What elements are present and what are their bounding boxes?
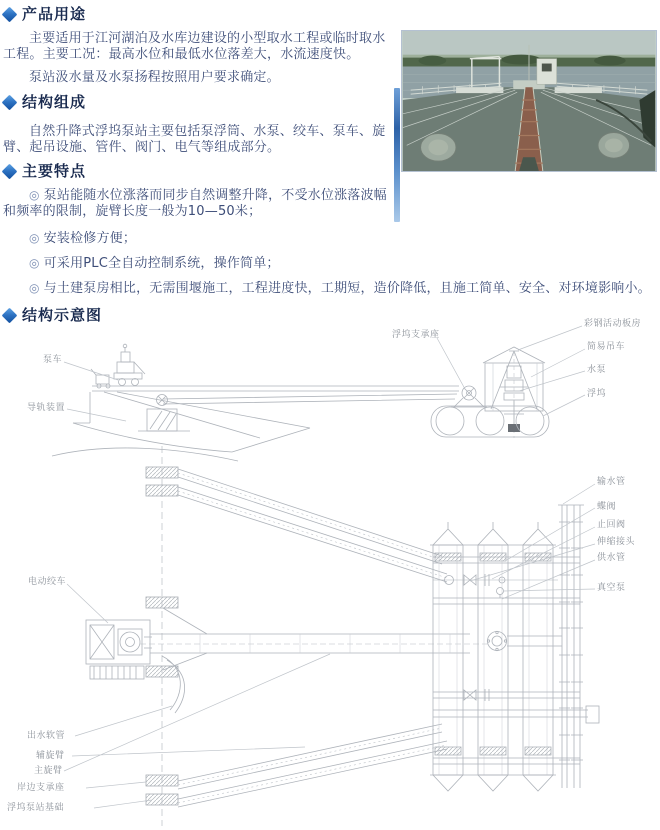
label-vacuum-pump: 真空泵 <box>597 583 626 593</box>
label-station-foundation: 浮坞泵站基础 <box>7 803 65 813</box>
product-photo <box>401 30 657 172</box>
diamond-bullet-icon <box>2 94 18 110</box>
label-electric-winch: 电动绞车 <box>28 577 67 587</box>
ring-bullet-icon: ◎ <box>29 281 40 295</box>
section-heading-usage <box>4 5 86 23</box>
section-title-features: 主要特点 <box>22 162 87 180</box>
feature-text: 可采用PLC全自动控制系统，操作简单； <box>43 256 280 271</box>
side-view-drawing <box>73 344 549 452</box>
ring-bullet-icon: ◎ <box>29 188 40 202</box>
ring-bullet-icon: ◎ <box>29 231 40 245</box>
label-outlet-hose: 出水软管 <box>27 731 66 741</box>
label-dock-support-seat: 浮坞支承座 <box>392 330 440 340</box>
section-title-usage: 产品用途 <box>22 5 87 23</box>
diamond-bullet-icon <box>2 307 18 323</box>
feature-item <box>3 188 397 219</box>
structure-paragraph: 自然升降式浮坞泵站主要包括泵浮筒、水泵、绞车、泵车、旋臂、起吊设施、管件、阀门、电气等组成部分。 <box>3 124 386 155</box>
label-supply-pipe: 供水管 <box>597 553 626 563</box>
feature-item <box>3 256 397 272</box>
label-guide-rail-device: 导轨装置 <box>27 403 66 413</box>
photo-scene <box>402 31 656 171</box>
feature-item <box>3 281 658 297</box>
diamond-bullet-icon <box>2 6 18 22</box>
label-floating-dock: 浮坞 <box>587 389 607 399</box>
feature-text: 安装检修方便； <box>43 231 137 246</box>
label-steel-panel-house: 彩钢活动板房 <box>584 319 642 329</box>
usage-paragraph-2: 泵站汲水量及水泵扬程按照用户要求确定。 <box>29 70 280 85</box>
label-aux-arm: 辅旋臂 <box>36 751 65 761</box>
diamond-bullet-icon <box>2 163 18 179</box>
label-simple-crane: 简易吊车 <box>587 342 626 352</box>
feature-text: 与土建泵房相比，无需围堰施工，工程进度快，工期短，造价降低，且施工简单、安全、对环境影响小。 <box>43 281 651 296</box>
label-check-valve: 止回阀 <box>597 520 626 530</box>
label-pump-car: 泵车 <box>43 355 63 365</box>
ring-bullet-icon: ◎ <box>29 256 40 270</box>
label-bank-support-seat: 岸边支承座 <box>17 783 65 793</box>
section-heading-structure <box>4 93 86 111</box>
structure-diagram-drawing <box>0 322 660 830</box>
label-water-pump: 水泵 <box>587 365 607 375</box>
label-delivery-pipe: 输水管 <box>597 477 626 487</box>
usage-paragraph-1: 主要适用于江河湖泊及水库边建设的小型取水工程或临时取水工程。主要工况：最高水位和最低水位落差大，水流速度快。 <box>3 31 386 62</box>
label-main-arm: 主旋臂 <box>34 766 63 776</box>
feature-text: 泵站能随水位涨落而同步自然调整升降，不受水位涨落波幅和频率的限制，旋臂长度一般为10—50米； <box>3 188 387 219</box>
leader-lines <box>64 326 595 808</box>
label-butterfly-valve: 蝶阀 <box>597 502 617 512</box>
section-title-structure: 结构组成 <box>22 93 87 111</box>
plan-view-drawing <box>52 446 599 826</box>
section-title-diagram: 结构示意图 <box>22 306 103 324</box>
label-expansion-joint: 伸缩接头 <box>597 537 636 547</box>
section-heading-features <box>4 162 86 180</box>
feature-item <box>3 231 397 247</box>
